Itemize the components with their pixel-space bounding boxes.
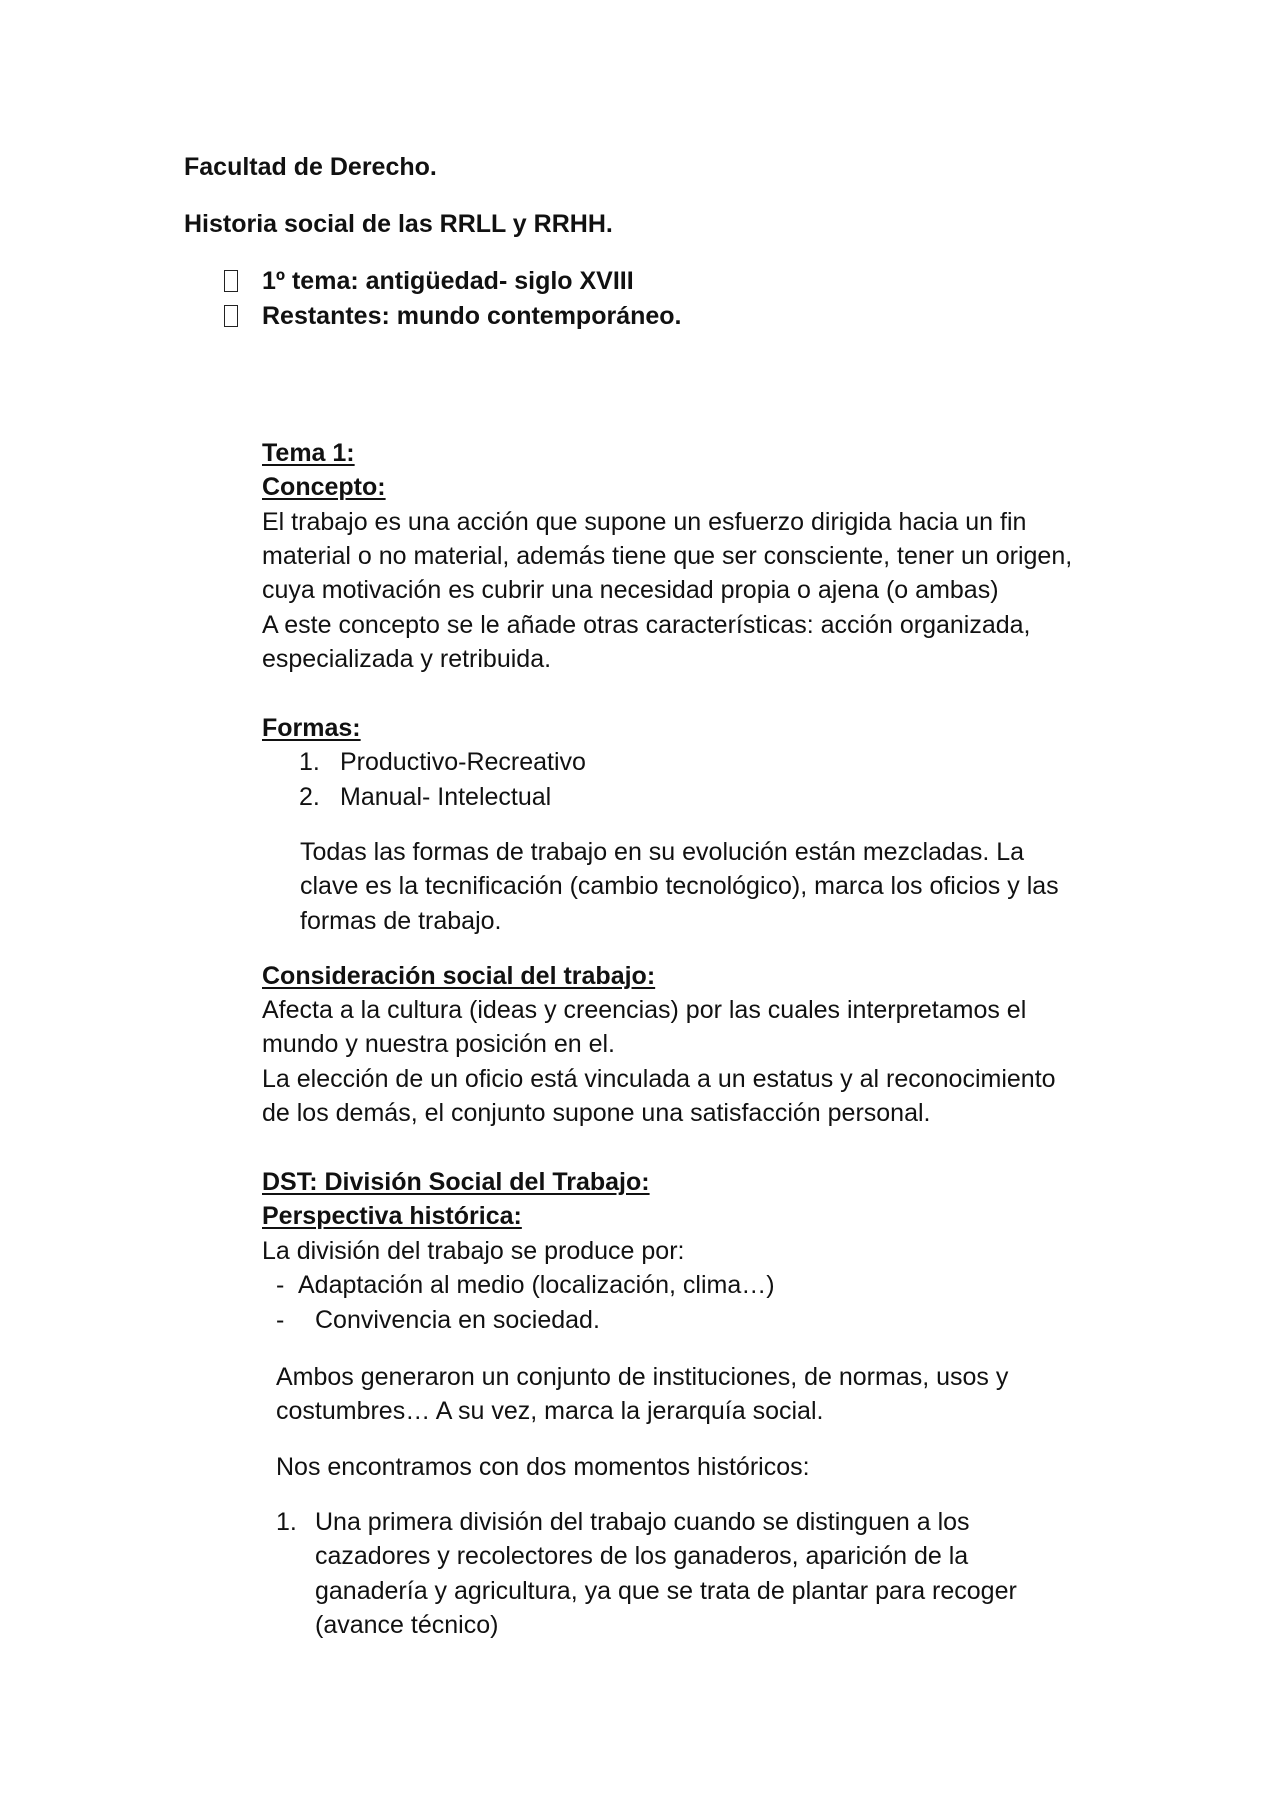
formas-paragraph-line: clave es la tecnificación (cambio tecnológico), marca los oficios y las — [300, 872, 1059, 900]
perspectiva-heading: Perspectiva histórica: — [262, 1202, 522, 1230]
concepto-line: material o no material, además tiene que ser consciente, tener un origen, — [262, 542, 1073, 570]
concepto-line: El trabajo es una acción que supone un esfuerzo dirigida hacia un fin — [262, 508, 1027, 536]
moment-line: cazadores y recolectores de los ganaderos, aparición de la — [315, 1542, 969, 1570]
consideracion-line: La elección de un oficio está vinculada a un estatus y al reconocimiento — [262, 1065, 1056, 1093]
formas-paragraph-line: formas de trabajo. — [300, 907, 502, 935]
dst-intro: La división del trabajo se produce por: — [262, 1237, 685, 1265]
dst-heading: DST: División Social del Trabajo: — [262, 1168, 650, 1196]
topic-item: Restantes: mundo contemporáneo. — [262, 302, 682, 330]
list-number: 1. — [276, 1508, 297, 1536]
moments-intro: Nos encontramos con dos momentos históricos: — [276, 1453, 810, 1481]
tema-title: Tema 1: — [262, 439, 355, 467]
consideracion-heading: Consideración social del trabajo: — [262, 962, 656, 990]
concepto-line: especializada y retribuida. — [262, 645, 552, 673]
list-number: 2. — [299, 783, 320, 811]
consideracion-line: mundo y nuestra posición en el. — [262, 1030, 615, 1058]
square-bullet-icon — [224, 270, 238, 292]
dst-paragraph-line: costumbres… A su vez, marca la jerarquía social. — [276, 1397, 824, 1425]
moment-line: (avance técnico) — [315, 1611, 499, 1639]
formas-item: Manual- Intelectual — [340, 783, 552, 811]
concepto-heading: Concepto: — [262, 473, 386, 501]
dst-paragraph-line: Ambos generaron un conjunto de instituciones, de normas, usos y — [276, 1363, 1009, 1391]
dash-item: Convivencia en sociedad. — [315, 1306, 600, 1334]
moment-line: Una primera división del trabajo cuando se distinguen a los — [315, 1508, 970, 1536]
formas-item: Productivo-Recreativo — [340, 748, 586, 776]
faculty-title: Facultad de Derecho. — [184, 153, 437, 181]
formas-heading: Formas: — [262, 714, 361, 742]
topic-item: 1º tema: antigüedad- siglo XVIII — [262, 267, 634, 295]
square-bullet-icon — [224, 305, 238, 327]
concepto-line: cuya motivación es cubrir una necesidad propia o ajena (o ambas) — [262, 576, 999, 604]
dash-marker: - — [276, 1306, 285, 1334]
list-number: 1. — [299, 748, 320, 776]
dash-marker: - — [276, 1271, 285, 1299]
consideracion-line: Afecta a la cultura (ideas y creencias) por las cuales interpretamos el — [262, 996, 1027, 1024]
consideracion-line: de los demás, el conjunto supone una satisfacción personal. — [262, 1099, 931, 1127]
dash-item: Adaptación al medio (localización, clima…) — [298, 1271, 775, 1299]
formas-paragraph-line: Todas las formas de trabajo en su evolución están mezcladas. La — [300, 838, 1025, 866]
moment-line: ganadería y agricultura, ya que se trata de plantar para recoger — [315, 1577, 1017, 1605]
concepto-line: A este concepto se le añade otras características: acción organizada, — [262, 611, 1031, 639]
course-title: Historia social de las RRLL y RRHH. — [184, 210, 613, 238]
